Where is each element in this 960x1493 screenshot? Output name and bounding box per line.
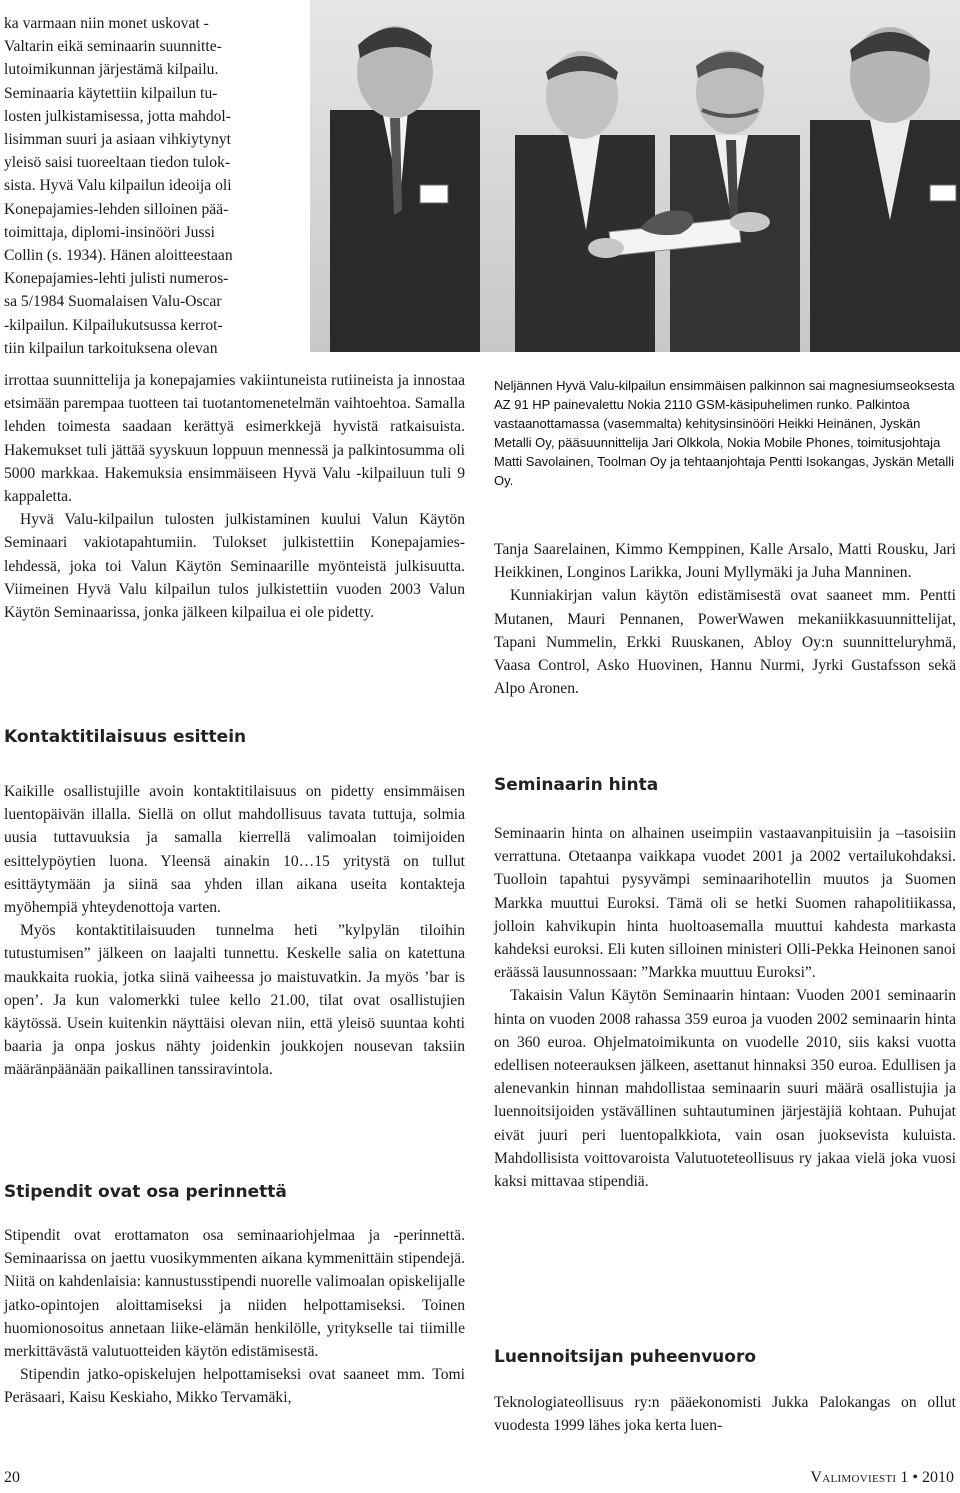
intro-line: Konepajamies-lehden silloinen pää- [4,200,229,218]
intro-line: Valtarin eikä seminaarin suunnitte- [4,38,222,56]
left-column-3 [4,1224,465,1410]
intro-column [4,12,300,360]
section-heading: Stipendit ovat osa perinnettä [4,1182,287,1202]
magazine-footer [810,1469,954,1487]
right-column-3 [494,1391,956,1437]
left-column-2 [4,780,465,1082]
intro-line: toimittaja, diplomi-insinööri Jussi [4,223,215,241]
right-column [494,538,956,700]
intro-line: Collin (s. 1934). Hänen aloitteestaan [4,247,233,265]
page-number: 20 [4,1469,20,1486]
body-paragraph: Myös kontaktitilaisuuden tunnelma heti ”kylpylän tiloihin tutustumisen” jälkeen on laajalti tunnettu. Keskelle salia on katettuna maukkaita ruokia, jotka siinä vaiheessa jo maistuvatkin. Ja myös ’bar is open’. Ja kun valomerkki tulee kello 21.00, tilat ovat osallistujien käytössä. Usein kuitenkin näyttäisi olevan niin, että yleisö suuntaa kohti baaria ja onpa joskus nähty joidenkin joukkojen nousevan taksiin määränpäänään paikallinen tanssiravintola. [4,922,465,1079]
body-paragraph: Tanja Saarelainen, Kimmo Kemppinen, Kalle Arsalo, Matti Rousku, Jari Heikkinen, Longinos Larikka, Jouni Myllymäki ja Juha Manninen. [494,541,956,582]
section-heading: Luennoitsijan puheenvuoro [494,1347,757,1367]
intro-line: Konepajamies-lehti julisti numeros- [4,270,229,288]
body-paragraph: Kaikille osallistujille avoin kontaktitilaisuus on pidetty ensimmäisen luentopäivän illalla. Siellä on ollut mahdollisuus tavata tuttuja, solmia uusia tuttavuuksia ja samalla kierrellä valimoalan toimijoiden esittelypöytien luona. Yleensä ainakin 10…15 yritystä on tullut esittäytymään ja siinä saa yhden illan aikana useita kontakteja myöhempiä yhteydenottoja varten. [4,783,465,917]
photo-caption [494,376,956,490]
caption-text: Neljännen Hyvä Valu-kilpailun ensimmäisen palkinnon sai magnesiumseoksesta AZ 91 HP painevalettu Nokia 2110 GSM-käsipuhelimen runko. Palkintoa vastaanottamassa (vasemmalta) kehitysinsinööri Heikki Heinänen, Jyskän Metalli Oy, pääsuunnittelija Jari Olkkola, Nokia Mobile Phones, toimitusjohtaja Matti Savolainen, Toolman Oy ja tehtaanjohtaja Pentti Isokangas, Jyskän Metalli Oy. [494,378,955,488]
intro-line: Seminaaria käytettiin kilpailun tu- [4,84,218,102]
intro-line: lisimman suuri ja asiaan vihkiytynyt [4,131,231,149]
intro-line: lutoimikunnan järjestämä kilpailu. [4,61,219,79]
intro-line: -kilpailun. Kilpailukutsussa kerrot- [4,316,223,334]
body-paragraph: Stipendit ovat erottamaton osa seminaariohjelmaa ja -perinnettä. Seminaarissa on jaettu vuosikymmenten aikana kymmenittäin stipendejä. Niitä on kahdenlaisia: kannustusstipendi nuorelle valimoalan opiskelijalle jatko-opintojen aloittamiseksi ja niiden helpottamiseksi. Toinen huomionosoitus annetaan liike-elämän henkilölle, yritykselle tai tiimille merkittävästä valutuotteiden käytön edistämisestä. [4,1227,465,1361]
body-paragraph: Kunniakirjan valun käytön edistämisestä ovat saaneet mm. Pentti Mutanen, Mauri Pennanen, PowerWawen mekaniikkasuunnittelijat, Tapani Nummelin, Erkki Ruuskanen, Abloy Oy:n suunnitteluryhmä, Vaasa Control, Asko Huovinen, Hannu Nurmi, Jyrki Gustafsson sekä Alpo Aronen. [494,587,956,698]
left-column [4,369,465,624]
intro-line: tiin kilpailun tarkoituksena olevan [4,339,218,357]
body-paragraph: Teknologiateollisuus ry:n pääekonomisti Jukka Palokangas on ollut vuodesta 1999 lähes joka kerta luen- [494,1394,956,1435]
intro-line: losten julkistamisessa, jotta mahdol- [4,107,231,125]
intro-line: ka varmaan niin monet uskovat - [4,15,209,32]
section-heading: Seminaarin hinta [494,775,659,795]
body-paragraph: Seminaarin hinta on alhainen useimpiin vastaavanpituisiin ja –tasoisiin verrattuna. Otetaanpa vaikkapa vuodet 2001 ja 2002 vertailukohdaksi. Tuolloin tapahtui pysyvämpi seminaarihotellin muutos ja Suomen Markka muuttui Euroksi. Tämä oli se hetki Suomen rahapolitiikassa, jolloin kahvikupin hinta huoltoasemalla muuttui kahdesta markasta kahdeksi euroksi. Eli kuten silloinen ministeri Olli-Pekka Heinonen sanoi eräässä lausunnossaan: ”Markka muuttuu Euroksi”. [494,825,956,982]
intro-line: sa 5/1984 Suomalaisen Valu-Oscar [4,293,222,311]
body-paragraph: irrottaa suunnittelija ja konepajamies vakiintuneista rutiineista ja innostaa etsimään parempaa tuotteen tai tuotantomenetelmän vaihtoehtoa. Samalla lehden toimesta saadaan kerättyä esimerkkejä hyvistä ratkaisuista. Hakemukset tuli jättää syyskuun loppuun mennessä ja palkintosumma oli 5000 markkaa. Hakemuksia ensimmäiseen Hyvä Valu -kilpailuun tuli 9 kappaletta. [4,372,465,506]
body-paragraph: Stipendin jatko-opiskelujen helpottamiseksi ovat saaneet mm. Tomi Peräsaari, Kaisu Keskiaho, Mikko Tervamäki, [4,1366,465,1407]
body-paragraph: Hyvä Valu-kilpailun tulosten julkistaminen kuului Valun Käytön Seminaari vakiotapahtumiin. Tulokset julkistettiin Konepajamies-lehdessä, joka toi Valun Käytön Seminaarille myönteistä julkisuutta. Viimeinen Hyvä Valu kilpailun tulos julkistettiin vuoden 2003 Valun Käytön Seminaarissa, jonka jälkeen kilpailua ei ole pidetty. [4,511,465,622]
award-photo [310,0,960,352]
intro-line: sista. Hyvä Valu kilpailun ideoija oli [4,177,232,195]
issue-number: 1 • 2010 [900,1469,954,1486]
intro-line: yleisö saisi tuoreeltaan tiedon tulok- [4,154,231,172]
magazine-name: Valimoviesti [810,1469,897,1486]
section-heading: Kontaktitilaisuus esittein [4,727,247,747]
right-column-2 [494,822,956,1193]
award-photo-illustration [310,0,960,352]
body-paragraph: Takaisin Valun Käytön Seminaarin hintaan: Vuoden 2001 seminaarin hinta on vuoden 2008 rahassa 359 euroa ja vuoden 2002 seminaarin hinta on 360 euroa. Ohjelmatoimikunta on vuodelle 2010, siis kaksi vuotta edellisen noteerauksen jälkeen, asettanut hinnaksi 350 euroa. Edullisen ja alenevankin hinnan mahdollistaa seminaarin suuri määrä osallistujia ja luennoitsijoiden ystävällinen suhtautuminen järjestäjiä kohtaan. Puhujat eivät juuri peri luentopalkkiota, vain osan juoksevista kuluista. Mahdollisista voittovaroista Valutuoteteollisuus ry jakaa vielä joka vuosi kaksi mittavaa stipendiä. [494,987,956,1191]
